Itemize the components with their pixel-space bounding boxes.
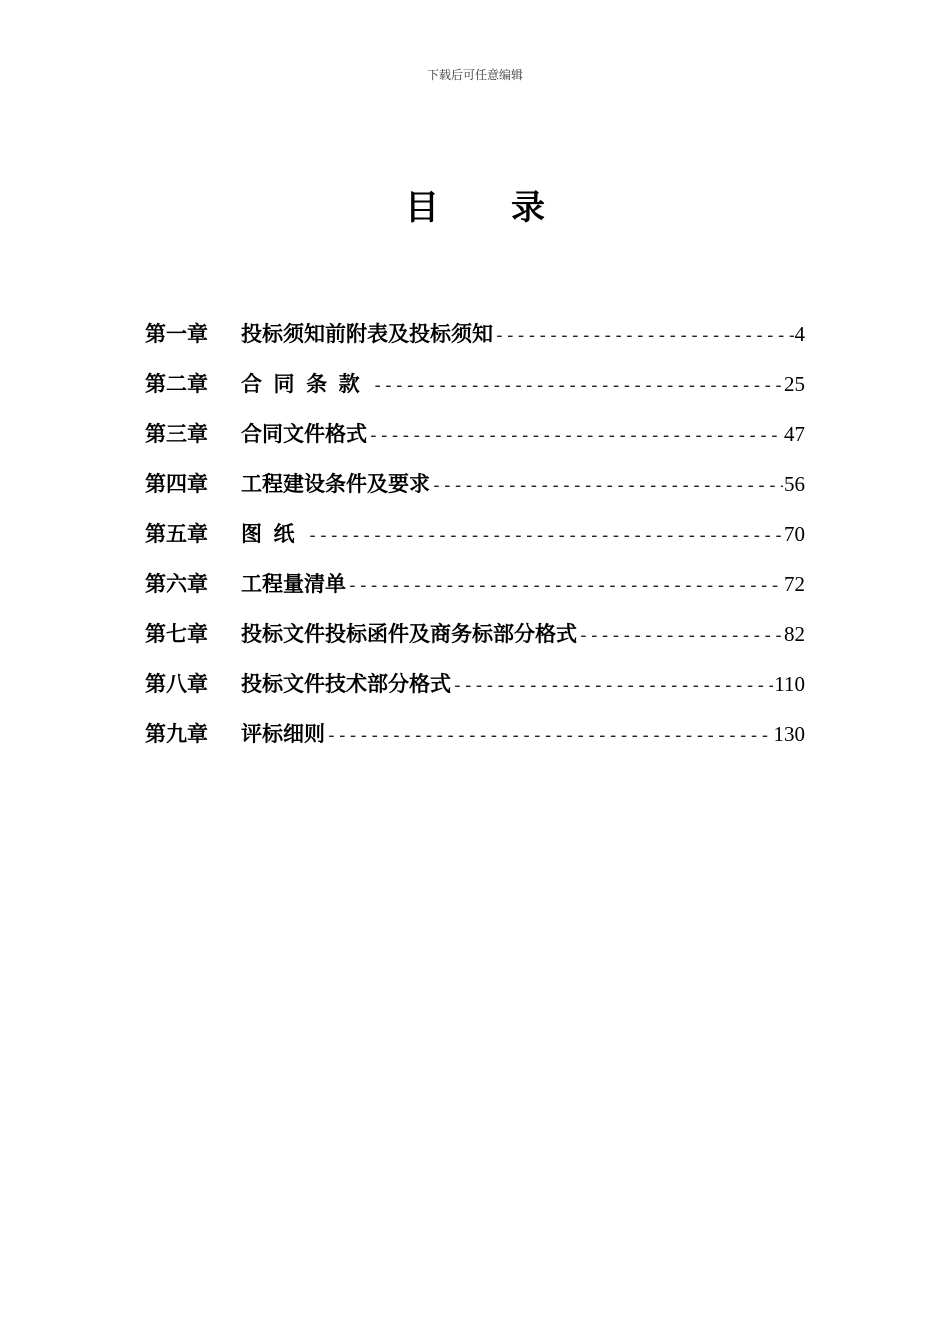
page-number: 56 xyxy=(784,472,805,496)
dot-leader xyxy=(372,375,783,396)
header-note: 下载后可任意编辑 xyxy=(426,68,523,82)
toc-entry[interactable] xyxy=(145,568,805,618)
chapter-number: 第二章 xyxy=(145,372,208,396)
toc-entry[interactable] xyxy=(145,668,805,718)
chapter-title: 工程建设条件及要求 xyxy=(241,472,430,496)
dot-leader xyxy=(326,725,773,746)
chapter-number: 第三章 xyxy=(145,422,208,446)
page-number: 110 xyxy=(774,672,805,696)
chapter-number: 第一章 xyxy=(145,322,208,346)
title-char-right: 录 xyxy=(511,188,545,228)
page-number: 82 xyxy=(784,622,805,646)
dot-leader xyxy=(494,325,794,346)
chapter-title: 投标文件技术部分格式 xyxy=(241,672,451,696)
toc-entry[interactable] xyxy=(145,518,805,568)
chapter-title: 工程量清单 xyxy=(241,572,346,596)
toc-entry[interactable] xyxy=(145,418,805,468)
chapter-number: 第六章 xyxy=(145,572,208,596)
chapter-title: 合同文件格式 xyxy=(241,422,367,446)
page-number: 47 xyxy=(784,422,805,446)
page-number: 4 xyxy=(794,322,805,346)
dot-leader xyxy=(368,425,783,446)
dot-leader xyxy=(347,575,783,596)
page-number: 72 xyxy=(784,572,805,596)
chapter-title: 图纸 xyxy=(241,522,307,546)
page-number: 25 xyxy=(784,372,805,396)
page-title xyxy=(0,180,950,229)
page-number: 130 xyxy=(773,722,805,746)
chapter-title: 合同条款 xyxy=(241,372,372,396)
chapter-number: 第八章 xyxy=(145,672,208,696)
chapter-title: 投标文件投标函件及商务标部分格式 xyxy=(241,622,577,646)
page-number: 70 xyxy=(784,522,805,546)
toc-entry[interactable] xyxy=(145,468,805,518)
chapter-title: 评标细则 xyxy=(241,722,325,746)
toc-entry[interactable] xyxy=(145,318,805,368)
chapter-number: 第七章 xyxy=(145,622,208,646)
dot-leader xyxy=(452,675,773,696)
title-char-left: 目 xyxy=(405,188,439,228)
toc-entry[interactable] xyxy=(145,618,805,668)
table-of-contents xyxy=(145,318,805,768)
toc-entry[interactable] xyxy=(145,368,805,418)
chapter-title: 投标须知前附表及投标须知 xyxy=(241,322,493,346)
chapter-number: 第九章 xyxy=(145,722,208,746)
dot-leader xyxy=(431,475,783,496)
chapter-number: 第四章 xyxy=(145,472,208,496)
toc-entry[interactable] xyxy=(145,718,805,768)
chapter-number: 第五章 xyxy=(145,522,208,546)
dot-leader xyxy=(578,625,783,646)
dot-leader xyxy=(307,525,783,546)
